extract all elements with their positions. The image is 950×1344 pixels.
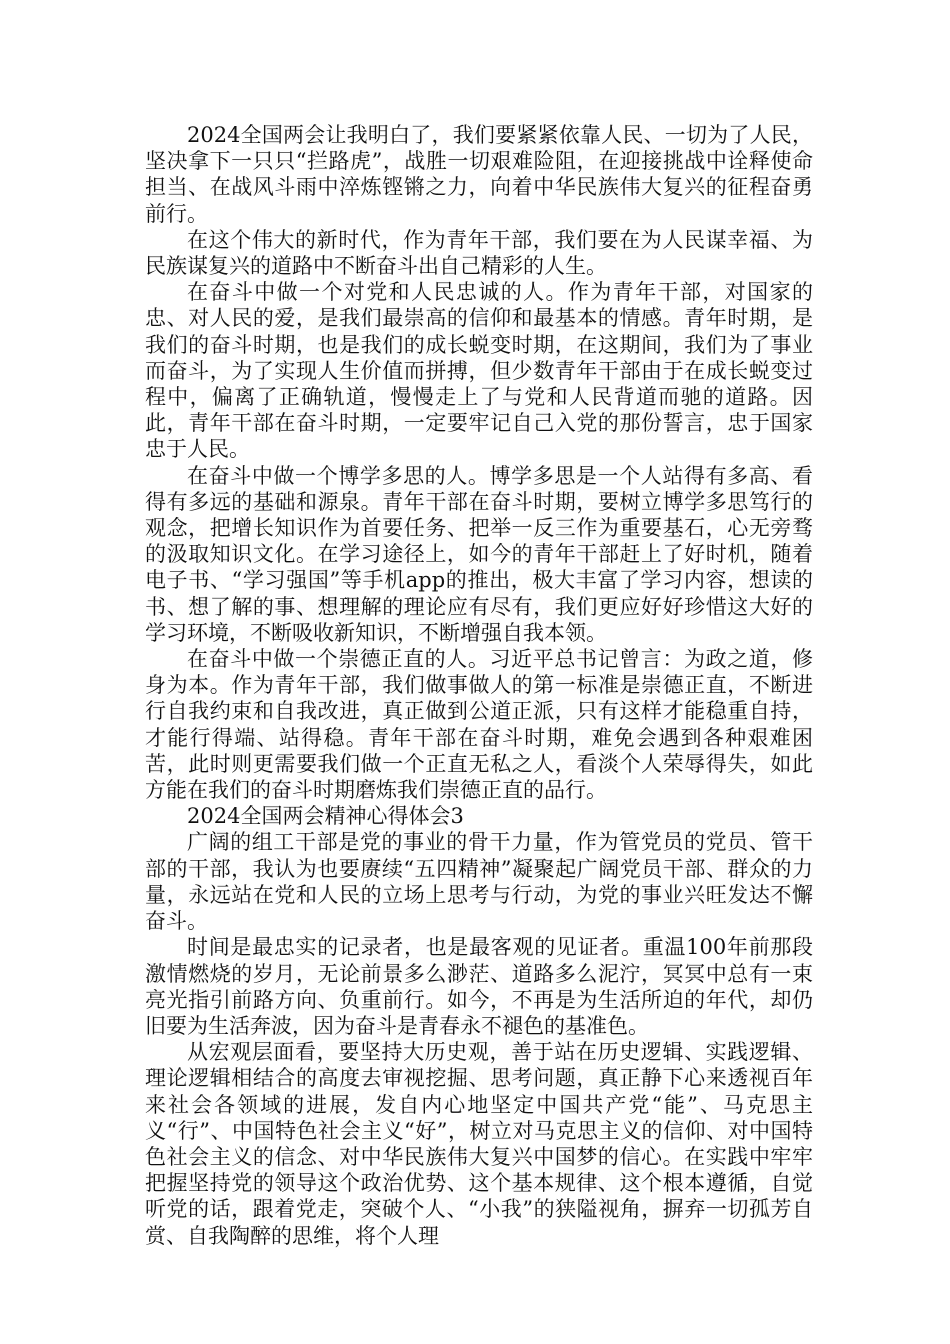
section-heading: 2024全国两会精神心得体会3: [187, 804, 464, 829]
paragraph-3: 在奋斗中做一个对党和人民忠诚的人。作为青年干部，对国家的忠、对人民的爱，是我们最崇高的信仰和最基本的情感。青年时期，是我们的奋斗时期，也是我们的成长蜕变时期，在这期间，我们为了事业而奋斗，为了实现人生价值而拼搏，但少数青年干部由于在成长蜕变过程中，偏离了正确轨道，慢慢走上了与党和人民背道而驰的道路。因此，青年干部在奋斗时期，一定要牢记自己入党的那份誓言，忠于国家忠于人民。: [145, 280, 813, 462]
paragraph-6: 广阔的组工干部是党的事业的骨干力量，作为管党员的党员、管干部的干部，我认为也要赓续“五四精神”凝聚起广阔党员干部、群众的力量，永远站在党和人民的立场上思考与行动，为党的事业兴旺发达不懈奋斗。: [145, 830, 813, 934]
paragraph-8: 从宏观层面看，要坚持大历史观，善于站在历史逻辑、实践逻辑、理论逻辑相结合的高度去审视挖掘、思考问题，真正静下心来透视百年来社会各领域的进展，发自内心地坚定中国共产党“能”、马克思主义“行”、中国特色社会主义“好”，树立对马克思主义的信仰、对中国特色社会主义的信念、对中华民族伟大复兴中国梦的信心。在实践中牢牢把握坚持党的领导这个政治优势、这个基本规律、这个根本遵循，自觉听党的话，跟着党走，突破个人、“小我”的狭隘视角，摒弃一切孤芳自赏、自我陶醉的思维，将个人理: [145, 1040, 813, 1248]
paragraph-5: 在奋斗中做一个崇德正直的人。习近平总书记曾言：为政之道，修身为本。作为青年干部，我们做事做人的第一标准是崇德正直，不断进行自我约束和自我改进，真正做到公道正派，只有这样才能稳重自持，才能行得端、站得稳。青年干部在奋斗时期，难免会遇到各种艰难困苦，此时则更需要我们做一个正直无私之人，看淡个人荣辱得失，如此方能在我们的奋斗时期磨炼我们崇德正直的品行。: [145, 647, 813, 803]
paragraph-1: 2024全国两会让我明白了，我们要紧紧依靠人民、一切为了人民，坚决拿下一只只“拦路虎”，战胜一切艰难险阻，在迎接挑战中诠释使命担当、在战风斗雨中淬炼铿锵之力，向着中华民族伟大复兴的征程奋勇前行。: [145, 123, 813, 226]
document-body: [145, 122, 813, 1249]
paragraph-2: 在这个伟大的新时代，作为青年干部，我们要在为人民谋幸福、为民族谋复兴的道路中不断奋斗出自己精彩的人生。: [145, 227, 813, 279]
paragraph-4: 在奋斗中做一个博学多思的人。博学多思是一个人站得有多高、看得有多远的基础和源泉。青年干部在奋斗时期，要树立博学多思笃行的观念，把增长知识作为首要任务、把举一反三作为重要基石，心无旁骛的汲取知识文化。在学习途径上，如今的青年干部赶上了好时机，随着电子书、“学习强国”等手机app的推出，极大丰富了学习内容，想读的书、想了解的事、想理解的理论应有尽有，我们更应好好珍惜这大好的学习环境，不断吸收新知识，不断增强自我本领。: [145, 463, 813, 645]
paragraph-7: 时间是最忠实的记录者，也是最客观的见证者。重温100年前那段激情燃烧的岁月，无论前景多么渺茫、道路多么泥泞，冥冥中总有一束亮光指引前路方向、负重前行。如今，不再是为生活所迫的年代，却仍旧要为生活奔波，因为奋斗是青春永不褪色的基准色。: [145, 935, 813, 1038]
